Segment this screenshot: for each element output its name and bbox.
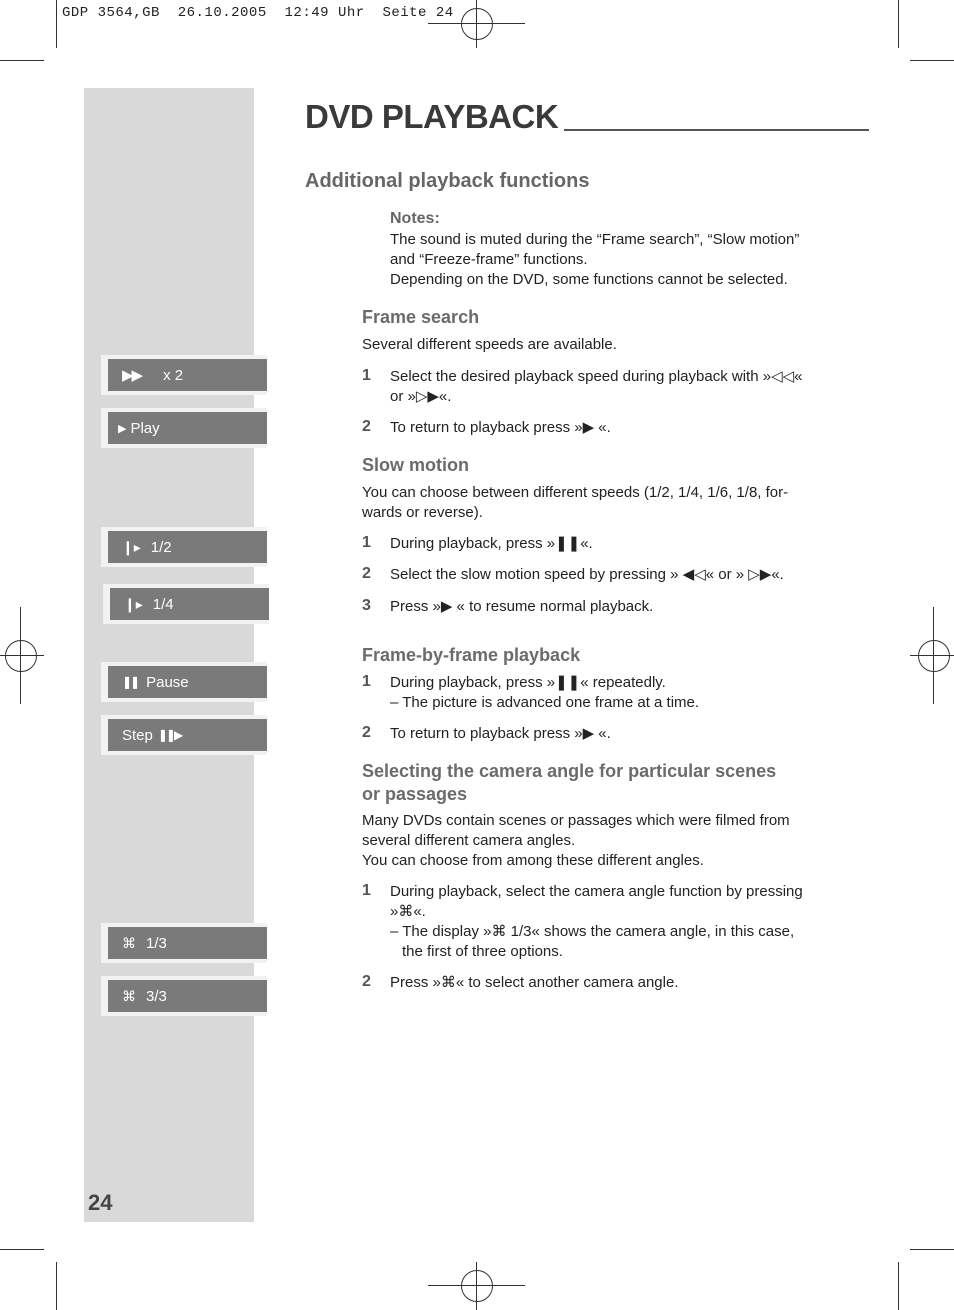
title-rule <box>564 129 869 131</box>
slow-motion-heading: Slow motion <box>362 455 469 475</box>
step-number: 2 <box>362 565 371 582</box>
osd-angle-3 <box>101 976 267 1016</box>
slow-motion-step3: Press »▶ « to resume normal playback. <box>390 598 654 615</box>
osd-step <box>101 715 267 755</box>
camera-angle-intro: You can choose from among these different angles. <box>362 852 704 869</box>
page-number: 24 <box>88 1190 113 1215</box>
osd-label: 1/2 <box>150 538 172 556</box>
registration-mark <box>461 8 493 40</box>
camera-angle-intro: Many DVDs contain scenes or passages which were filmed from <box>362 812 790 829</box>
crop-mark <box>0 60 44 61</box>
notes-text: and “Freeze-frame” functions. <box>390 251 588 268</box>
section-title: Additional playback functions <box>305 170 590 192</box>
sidebar <box>84 88 254 1222</box>
slow-motion-step2: Select the slow motion speed by pressing » ◀◁« or » ▷▶«. <box>390 566 784 583</box>
camera-angle-icon: ⌘ <box>122 934 136 951</box>
registration-mark <box>910 655 954 656</box>
camera-angle-step1: »⌘«. <box>390 903 426 920</box>
osd-fast-forward <box>101 355 267 395</box>
camera-angle-step1-sub: – The display »⌘ 1/3« shows the camera angle, in this case, <box>390 923 795 940</box>
step-icon: ❚❚▶ <box>157 728 182 742</box>
registration-mark <box>476 1262 477 1310</box>
slow-motion-step1: During playback, press »❚❚«. <box>390 535 593 552</box>
frame-by-frame-heading: Frame-by-frame playback <box>362 645 581 665</box>
pause-icon: ❚❚ <box>122 675 139 689</box>
crop-mark <box>898 0 899 48</box>
notes-text: Depending on the DVD, some functions cannot be selected. <box>390 271 788 288</box>
registration-mark <box>0 655 44 656</box>
crop-mark <box>898 1262 899 1310</box>
frame-search-step2: To return to playback press »▶ «. <box>390 419 611 436</box>
registration-mark <box>461 1270 493 1302</box>
step-number: 2 <box>362 418 371 435</box>
osd-pause <box>101 662 267 702</box>
camera-angle-intro: several different camera angles. <box>362 832 576 849</box>
osd-label: 1/3 <box>146 934 167 952</box>
frame-search-intro: Several different speeds are available. <box>362 336 617 353</box>
step-number: 2 <box>362 973 371 990</box>
registration-mark <box>933 607 934 704</box>
camera-angle-heading: or passages <box>362 784 468 804</box>
camera-angle-icon: ⌘ <box>122 987 136 1004</box>
play-icon: ▶ <box>118 422 127 435</box>
step-number: 1 <box>362 367 371 384</box>
slow-motion-icon: ❙▸ <box>122 538 141 555</box>
registration-mark <box>918 640 950 672</box>
crop-mark <box>56 1262 57 1310</box>
frame-by-frame-step1: During playback, press »❚❚« repeatedly. <box>390 674 666 691</box>
registration-mark <box>5 640 37 672</box>
frame-search-heading: Frame search <box>362 307 480 327</box>
slow-motion-icon: ❙▸ <box>124 595 143 612</box>
frame-search-step1: Select the desired playback speed during playback with »◁◁« <box>390 368 803 385</box>
osd-label: 3/3 <box>146 987 167 1005</box>
fast-forward-icon: ▶▶ <box>122 367 142 384</box>
crop-mark <box>0 1249 44 1250</box>
osd-label: Step <box>122 726 153 744</box>
osd-label: x 2 <box>163 366 184 384</box>
osd-label: 1/4 <box>152 595 174 613</box>
step-number: 1 <box>362 673 371 690</box>
step-number: 3 <box>362 597 371 614</box>
registration-mark <box>20 607 21 704</box>
notes-text: The sound is muted during the “Frame search”, “Slow motion” <box>390 231 800 248</box>
slow-motion-intro: wards or reverse). <box>362 504 483 521</box>
osd-angle-1 <box>101 923 267 963</box>
osd-label: Pause <box>146 673 189 691</box>
osd-slow-quarter <box>103 584 269 624</box>
frame-by-frame-step2: To return to playback press »▶ «. <box>390 725 611 742</box>
step-number: 1 <box>362 882 371 899</box>
osd-label: Play <box>130 419 160 437</box>
osd-slow-half <box>101 527 267 567</box>
registration-mark <box>476 0 477 48</box>
camera-angle-heading: Selecting the camera angle for particular scenes <box>362 761 777 781</box>
frame-search-step1: or »▷▶«. <box>390 388 452 405</box>
print-header: GDP 3564,GB 26.10.2005 12:49 Uhr Seite 24 <box>62 5 454 21</box>
osd-play <box>101 408 267 448</box>
notes-heading: Notes: <box>390 210 440 227</box>
camera-angle-step1: During playback, select the camera angle function by pressing <box>390 883 803 900</box>
frame-by-frame-step1-sub: – The picture is advanced one frame at a time. <box>390 694 700 711</box>
step-number: 1 <box>362 534 371 551</box>
crop-mark <box>910 60 954 61</box>
step-number: 2 <box>362 724 371 741</box>
camera-angle-step2: Press »⌘« to select another camera angle. <box>390 974 679 991</box>
crop-mark <box>910 1249 954 1250</box>
camera-angle-step1-sub: the first of three options. <box>402 943 563 960</box>
slow-motion-intro: You can choose between different speeds (1/2, 1/4, 1/6, 1/8, for- <box>362 484 789 501</box>
crop-mark <box>56 0 57 48</box>
page-title: DVD PLAYBACK <box>305 98 559 135</box>
